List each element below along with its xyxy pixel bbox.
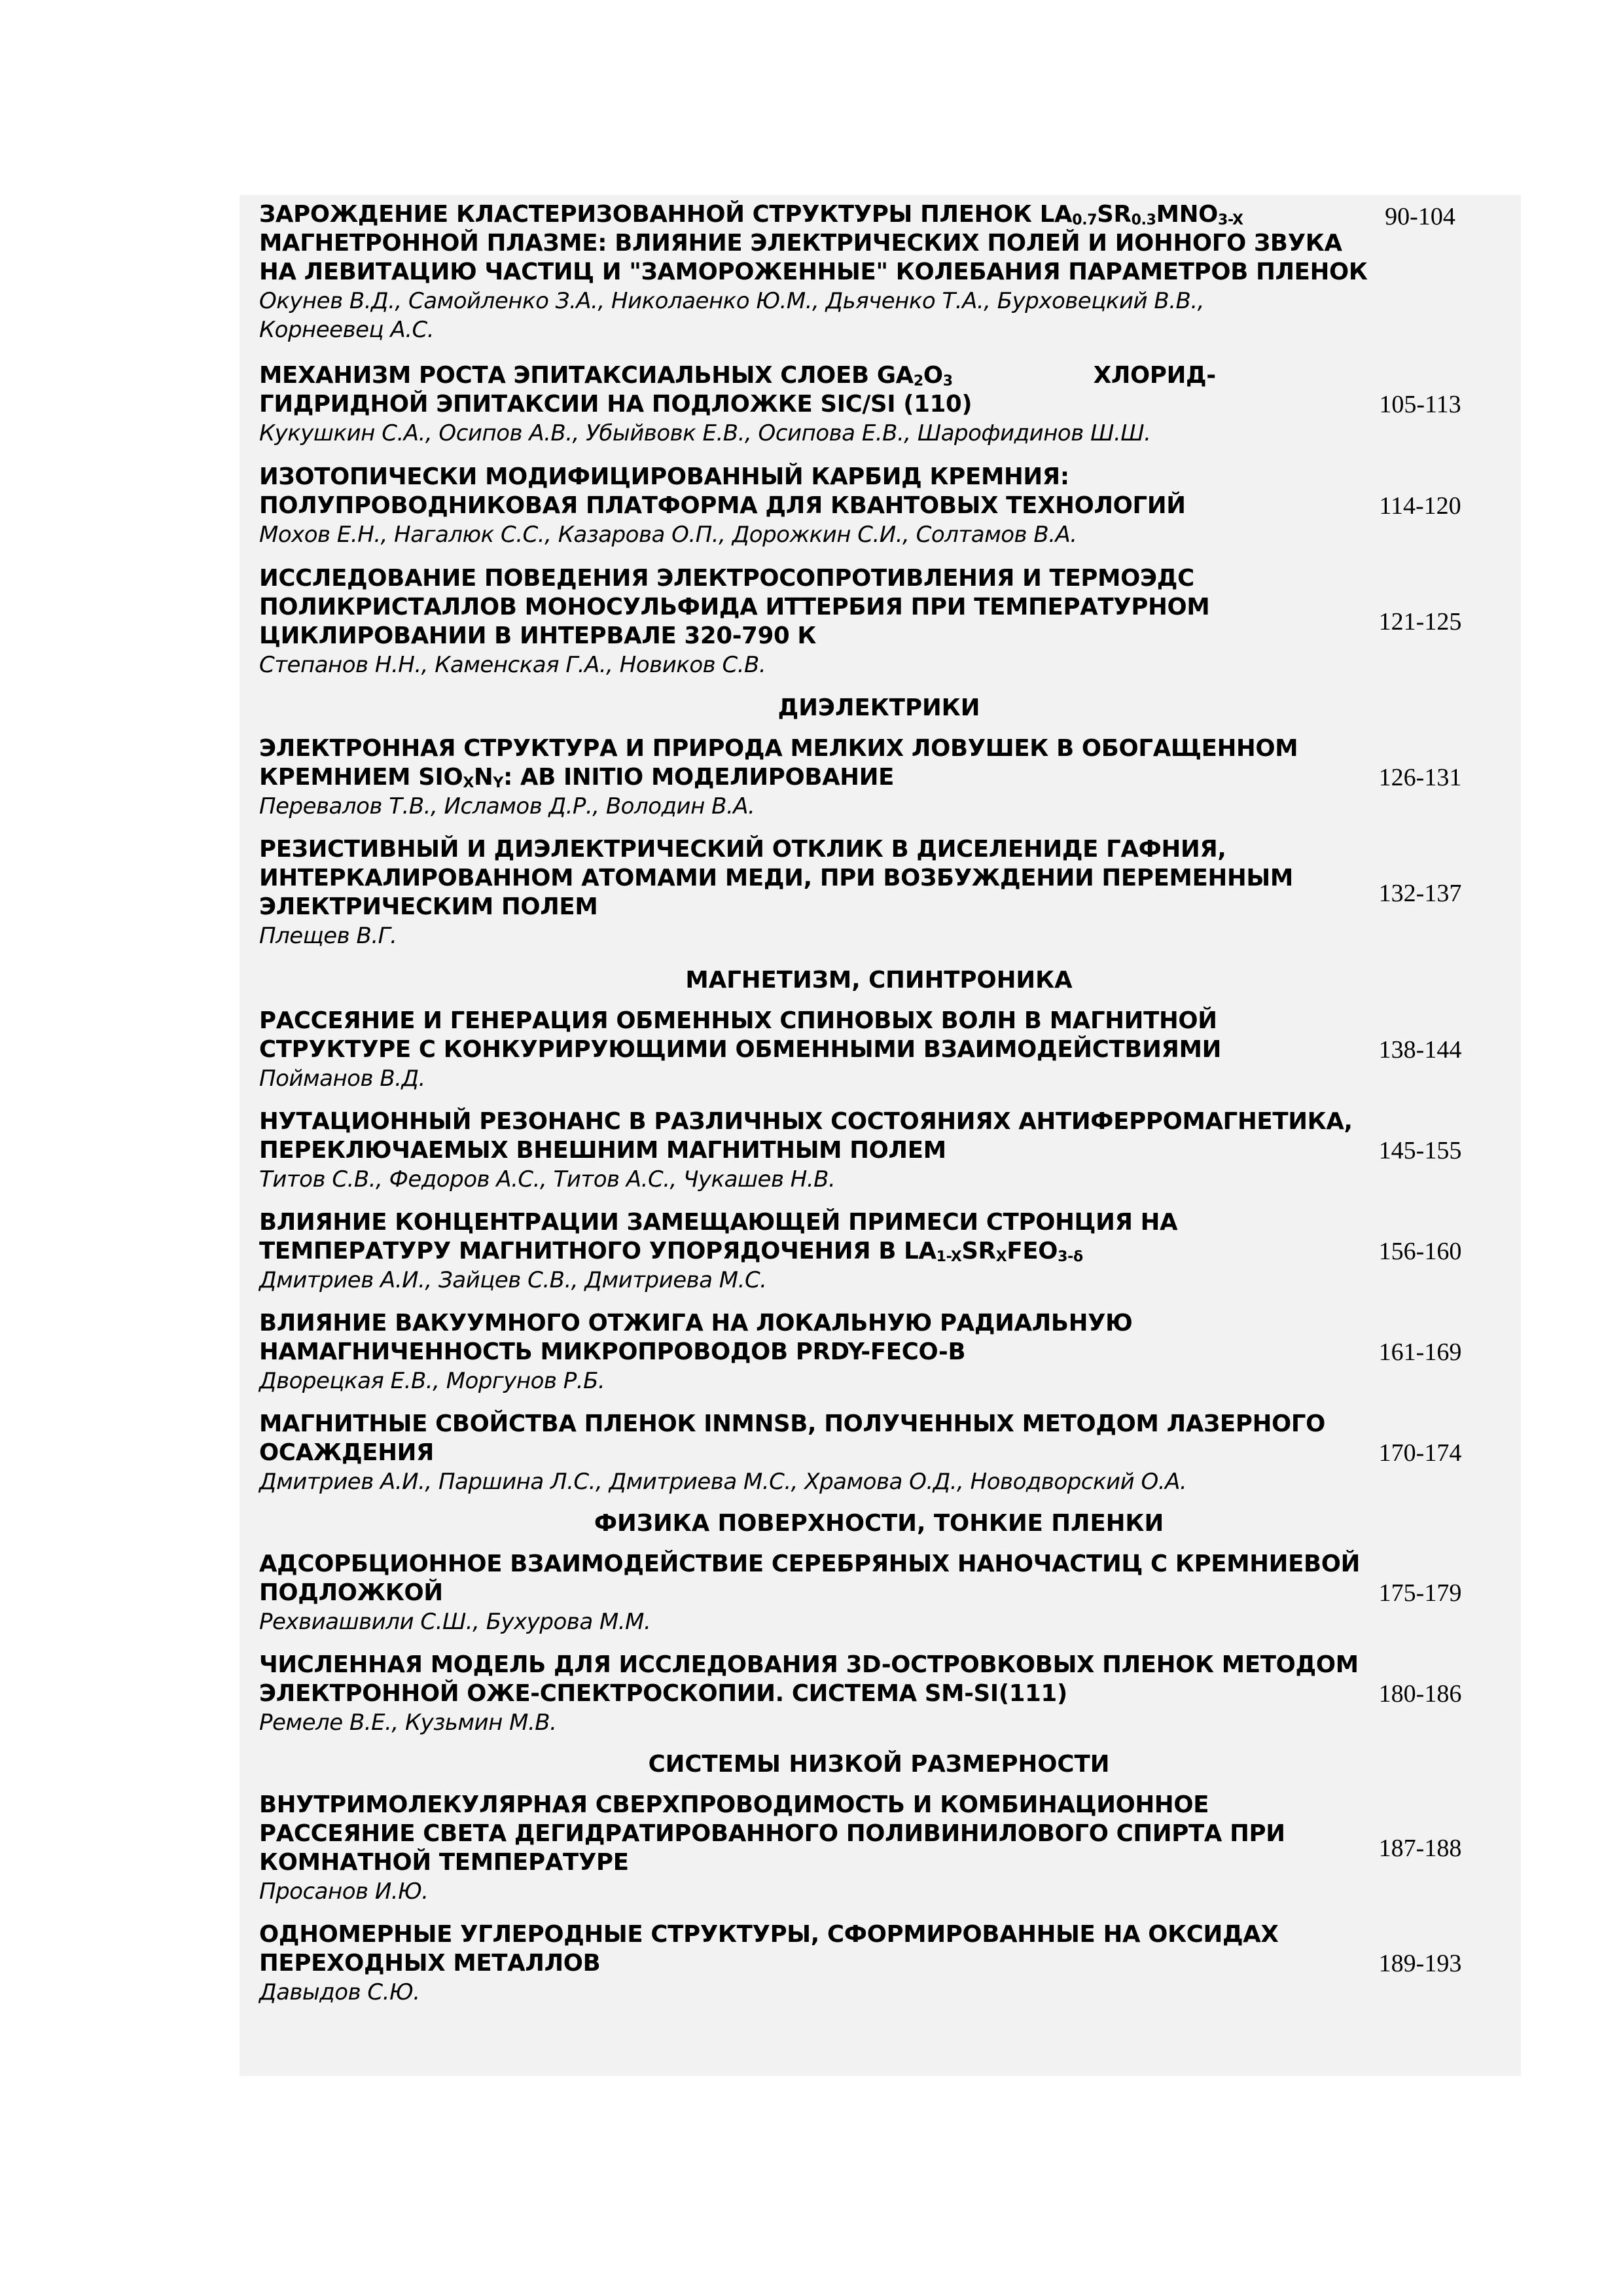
title-text: ТЕМПЕРАТУРУ МАГНИТНОГО УПОРЯДОЧЕНИЯ В LA <box>259 1238 936 1265</box>
subscript: 0.3 <box>1131 212 1156 228</box>
toc-entry <box>259 200 1368 344</box>
subscript: X <box>463 775 474 791</box>
entry-title <box>259 1237 1339 1266</box>
toc-entry <box>259 1651 1359 1737</box>
entry-authors: Плещев В.Г. <box>259 923 397 949</box>
title-text: ЗАРОЖДЕНИЕ КЛАСТЕРИЗОВАННОЙ СТРУКТУРЫ ПЛЕНОК LA <box>259 201 1073 228</box>
toc-entry <box>259 734 1339 821</box>
entry-authors: Корнеевец А.С. <box>259 317 435 343</box>
entry-pages: 105-113 <box>1379 391 1461 418</box>
entry-title-line: ОДНОМЕРНЫЕ УГЛЕРОДНЫЕ СТРУКТУРЫ, СФОРМИРОВАННЫЕ НА ОКСИДАХ <box>259 1921 1279 1948</box>
entry-pages: 126-131 <box>1378 764 1462 791</box>
entry-pages: 156-160 <box>1378 1238 1462 1265</box>
title-text: N <box>474 764 493 791</box>
section-heading: ДИЭЛЕКТРИКИ <box>777 694 980 721</box>
entry-title-line: ЭЛЕКТРОННАЯ СТРУКТУРА И ПРИРОДА МЕЛКИХ ЛОВУШЕК В ОБОГАЩЕННОМ <box>259 735 1298 762</box>
entry-title-line: ЭЛЕКТРОННОЙ ОЖЕ-СПЕКТРОСКОПИИ. СИСТЕМА SM-SI(111) <box>259 1680 1067 1707</box>
toc-entry <box>259 1309 1339 1395</box>
entry-title-line: РАССЕЯНИЕ СВЕТА ДЕГИДРАТИРОВАННОГО ПОЛИВИНИЛОВОГО СПИРТА ПРИ <box>259 1820 1285 1847</box>
entry-title <box>259 361 1339 390</box>
section-heading: ФИЗИКА ПОВЕРХНОСТИ, ТОНКИЕ ПЛЕНКИ <box>594 1510 1164 1537</box>
entry-title-line: ПОДЛОЖКОЙ <box>259 1579 443 1606</box>
section-heading: СИСТЕМЫ НИЗКОЙ РАЗМЕРНОСТИ <box>648 1751 1110 1778</box>
subscript: Y <box>493 775 504 791</box>
entry-authors: Дворецкая Е.В., Моргунов Р.Б. <box>259 1368 605 1394</box>
entry-title <box>259 763 1339 792</box>
entry-title-line: СТРУКТУРЕ С КОНКУРИРУЮЩИМИ ОБМЕННЫМИ ВЗАИМОДЕЙСТВИЯМИ <box>259 1036 1222 1063</box>
entry-title-line: НАМАГНИЧЕННОСТЬ МИКРОПРОВОДОВ PRDY-FECO-B <box>259 1338 966 1365</box>
entry-authors: Дмитриев А.И., Паршина Л.С., Дмитриева М.С., Храмова О.Д., Новодворский О.А. <box>259 1469 1187 1495</box>
entry-title-line: РАССЕЯНИЕ И ГЕНЕРАЦИЯ ОБМЕННЫХ СПИНОВЫХ ВОЛН В МАГНИТНОЙ <box>259 1007 1217 1034</box>
entry-title-line: ПЕРЕХОДНЫХ МЕТАЛЛОВ <box>259 1950 601 1977</box>
subscript: 3-X <box>1218 212 1243 228</box>
entry-title-line: РЕЗИСТИВНЫЙ И ДИЭЛЕКТРИЧЕСКИЙ ОТКЛИК В ДИСЕЛЕНИДЕ ГАФНИЯ, <box>259 836 1226 863</box>
subscript: 0.7 <box>1072 212 1097 228</box>
toc-entry <box>259 361 1339 448</box>
entry-authors: Рехвиашвили С.Ш., Бухурова М.М. <box>259 1609 651 1635</box>
entry-title-line: ПОЛУПРОВОДНИКОВАЯ ПЛАТФОРМА ДЛЯ КВАНТОВЫХ ТЕХНОЛОГИЙ <box>259 492 1186 519</box>
entry-title-line: АДСОРБЦИОННОЕ ВЗАИМОДЕЙСТВИЕ СЕРЕБРЯНЫХ НАНОЧАСТИЦ С КРЕМНИЕВОЙ <box>259 1551 1361 1577</box>
entry-title-line: КОМНАТНОЙ ТЕМПЕРАТУРЕ <box>259 1849 629 1876</box>
entry-title-line: МАГНИТНЫЕ СВОЙСТВА ПЛЕНОК INMNSB, ПОЛУЧЕННЫХ МЕТОДОМ ЛАЗЕРНОГО <box>259 1410 1326 1437</box>
title-text: MNO <box>1156 201 1218 228</box>
entry-authors: Мохов Е.Н., Нагалюк С.С., Казарова О.П., Дорожкин С.И., Солтамов В.А. <box>259 522 1077 548</box>
toc-entry <box>259 463 1339 549</box>
toc-entry <box>259 1107 1353 1194</box>
entry-title-line: ЧИСЛЕННАЯ МОДЕЛЬ ДЛЯ ИССЛЕДОВАНИЯ 3D-ОСТРОВКОВЫХ ПЛЕНОК МЕТОДОМ <box>259 1651 1359 1678</box>
entry-title-line: НУТАЦИОННЫЙ РЕЗОНАНС В РАЗЛИЧНЫХ СОСТОЯНИЯХ АНТИФЕРРОМАГНЕТИКА, <box>259 1108 1353 1135</box>
entry-pages: 189-193 <box>1378 1950 1462 1977</box>
entry-authors: Кукушкин С.А., Осипов А.В., Убыйвовк Е.В., Осипова Е.В., Шарофидинов Ш.Ш. <box>259 420 1151 446</box>
entry-title-line: ГИДРИДНОЙ ЭПИТАКСИИ НА ПОДЛОЖКЕ SIC/SI (110) <box>259 391 972 418</box>
subscript: 3 <box>942 373 953 389</box>
entry-pages: 161-169 <box>1378 1338 1462 1366</box>
entry-title-line: ИССЛЕДОВАНИЕ ПОВЕДЕНИЯ ЭЛЕКТРОСОПРОТИВЛЕНИЯ И ТЕРМОЭДС <box>259 565 1194 592</box>
entry-title-line: ИНТЕРКАЛИРОВАННОМ АТОМАМИ МЕДИ, ПРИ ВОЗБУЖДЕНИИ ПЕРЕМЕННЫМ <box>259 865 1293 891</box>
subscript: 2 <box>913 373 923 389</box>
toc-entry <box>259 1208 1339 1295</box>
toc-entry <box>259 1791 1339 1906</box>
subscript: X <box>995 1249 1007 1265</box>
subscript: 3-δ <box>1058 1249 1083 1265</box>
entry-pages: 90-104 <box>1385 203 1455 230</box>
entry-pages: 175-179 <box>1378 1579 1462 1607</box>
title-text: SR <box>961 1238 996 1265</box>
entry-title-line: МАГНЕТРОННОЙ ПЛАЗМЕ: ВЛИЯНИЕ ЭЛЕКТРИЧЕСКИХ ПОЛЕЙ И ИОННОГО ЗВУКА <box>259 230 1342 257</box>
entry-pages: 132-137 <box>1378 880 1462 907</box>
entry-pages: 180-186 <box>1378 1680 1462 1708</box>
entry-title-line: ИЗОТОПИЧЕСКИ МОДИФИЦИРОВАННЫЙ КАРБИД КРЕМНИЯ: <box>259 463 1069 490</box>
entry-authors: Окунев В.Д., Самойленко З.А., Николаенко Ю.М., Дьяченко Т.А., Бурховецкий В.В., <box>259 288 1204 314</box>
section-heading: МАГНЕТИЗМ, СПИНТРОНИКА <box>685 967 1073 994</box>
entry-authors: Перевалов Т.В., Исламов Д.Р., Володин В.А. <box>259 793 755 819</box>
toc-entry <box>259 1410 1339 1496</box>
entry-title-line: ЦИКЛИРОВАНИИ В ИНТЕРВАЛЕ 320-790 К <box>259 622 817 649</box>
toc-entry <box>259 835 1339 950</box>
entry-title-line: ВЛИЯНИЕ ВАКУУМНОГО ОТЖИГА НА ЛОКАЛЬНУЮ РАДИАЛЬНУЮ <box>259 1310 1133 1336</box>
entry-authors: Давыдов С.Ю. <box>259 1979 420 2005</box>
title-text: SR <box>1097 201 1132 228</box>
title-text: КРЕМНИЕМ SIO <box>259 764 463 791</box>
toc-entry <box>259 564 1339 679</box>
entry-pages: 145-155 <box>1378 1137 1462 1164</box>
entry-pages: 187-188 <box>1378 1835 1462 1862</box>
title-text: МЕХАНИЗМ РОСТА ЭПИТАКСИАЛЬНЫХ СЛОЕВ GA <box>259 362 914 389</box>
toc-entry <box>259 1920 1339 2007</box>
entry-title-line: ПОЛИКРИСТАЛЛОВ МОНОСУЛЬФИДА ИТТЕРБИЯ ПРИ ТЕМПЕРАТУРНОМ <box>259 594 1210 620</box>
title-text: : AB INITIO МОДЕЛИРОВАНИЕ <box>503 764 895 791</box>
title-text: FEO <box>1007 1238 1058 1265</box>
entry-title-line: ОСАЖДЕНИЯ <box>259 1439 435 1466</box>
entry-pages: 121-125 <box>1378 608 1462 636</box>
entry-authors: Ремеле В.Е., Кузьмин М.В. <box>259 1710 557 1736</box>
entry-pages: 170-174 <box>1378 1439 1462 1467</box>
entry-title-line: ВЛИЯНИЕ КОНЦЕНТРАЦИИ ЗАМЕЩАЮЩЕЙ ПРИМЕСИ СТРОНЦИЯ НА <box>259 1209 1178 1236</box>
toc-entry <box>259 1550 1361 1636</box>
entry-authors: Дмитриев А.И., Зайцев С.В., Дмитриева М.С. <box>259 1267 767 1293</box>
toc-entry <box>259 1007 1339 1093</box>
entry-title-line: ЭЛЕКТРИЧЕСКИМ ПОЛЕМ <box>259 893 598 920</box>
entry-authors: Степанов Н.Н., Каменская Г.А., Новиков С.В. <box>259 652 766 678</box>
entry-pages: 114-120 <box>1379 492 1461 520</box>
entry-authors: Пойманов В.Д. <box>259 1066 425 1092</box>
title-text: ХЛОРИД- <box>1093 362 1216 389</box>
entry-title <box>259 200 1339 229</box>
entry-pages: 138-144 <box>1378 1036 1462 1064</box>
entry-title-line: ВНУТРИМОЛЕКУЛЯРНАЯ СВЕРХПРОВОДИМОСТЬ И КОМБИНАЦИОННОЕ <box>259 1791 1209 1818</box>
title-text: O <box>923 362 943 389</box>
entry-authors: Просанов И.Ю. <box>259 1878 429 1905</box>
entry-title-line: ПЕРЕКЛЮЧАЕМЫХ ВНЕШНИМ МАГНИТНЫМ ПОЛЕМ <box>259 1137 946 1164</box>
subscript: 1-X <box>936 1249 962 1265</box>
entry-authors: Титов С.В., Федоров А.С., Титов А.С., Чукашев Н.В. <box>259 1166 836 1193</box>
entry-title-line: НА ЛЕВИТАЦИЮ ЧАСТИЦ И "ЗАМОРОЖЕННЫЕ" КОЛЕБАНИЯ ПАРАМЕТРОВ ПЛЕНОК <box>259 259 1368 285</box>
